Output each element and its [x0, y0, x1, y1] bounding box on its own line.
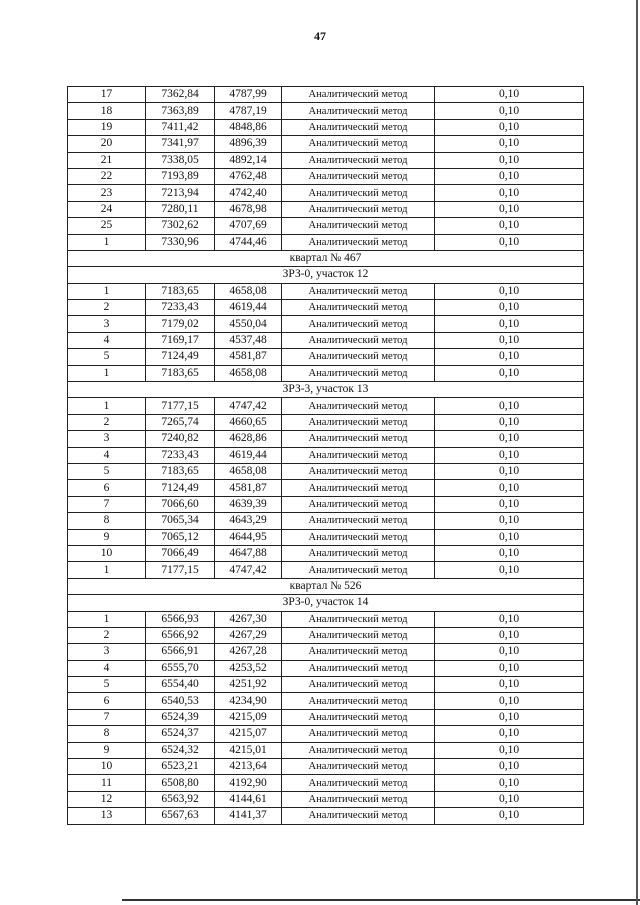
- method-cell: Аналитический метод: [282, 136, 435, 152]
- method-cell: Аналитический метод: [282, 218, 435, 234]
- x-coordinate-cell: 7240,82: [146, 431, 215, 447]
- method-cell: Аналитический метод: [282, 759, 435, 775]
- method-cell: Аналитический метод: [282, 791, 435, 807]
- precision-cell: 0,10: [435, 480, 584, 496]
- point-number-cell: 2: [68, 627, 146, 643]
- section-label: ЗРЗ-0, участок 12: [68, 267, 584, 283]
- y-coordinate-cell: 4537,48: [215, 332, 282, 348]
- method-cell: Аналитический метод: [282, 201, 435, 217]
- table-row: [68, 644, 584, 660]
- x-coordinate-cell: 7280,11: [146, 201, 215, 217]
- method-cell: Аналитический метод: [282, 283, 435, 299]
- method-cell: Аналитический метод: [282, 316, 435, 332]
- precision-cell: 0,10: [435, 808, 584, 824]
- y-coordinate-cell: 4619,44: [215, 300, 282, 316]
- method-cell: Аналитический метод: [282, 168, 435, 184]
- right-scan-edge: [636, 0, 638, 905]
- precision-cell: 0,10: [435, 529, 584, 545]
- method-cell: Аналитический метод: [282, 103, 435, 119]
- x-coordinate-cell: 6566,91: [146, 644, 215, 660]
- point-number-cell: 10: [68, 759, 146, 775]
- point-number-cell: 4: [68, 447, 146, 463]
- x-coordinate-cell: 7124,49: [146, 349, 215, 365]
- table-row: [68, 136, 584, 152]
- point-number-cell: 5: [68, 463, 146, 479]
- y-coordinate-cell: 4742,40: [215, 185, 282, 201]
- method-cell: Аналитический метод: [282, 775, 435, 791]
- table-row: [68, 218, 584, 234]
- table-row: [68, 87, 584, 103]
- x-coordinate-cell: 7065,12: [146, 529, 215, 545]
- x-coordinate-cell: 7213,94: [146, 185, 215, 201]
- method-cell: Аналитический метод: [282, 332, 435, 348]
- point-number-cell: 10: [68, 545, 146, 561]
- x-coordinate-cell: 6554,40: [146, 677, 215, 693]
- point-number-cell: 1: [68, 611, 146, 627]
- x-coordinate-cell: 6524,32: [146, 742, 215, 758]
- precision-cell: 0,10: [435, 283, 584, 299]
- y-coordinate-cell: 4658,08: [215, 463, 282, 479]
- x-coordinate-cell: 7330,96: [146, 234, 215, 250]
- table-row: [68, 562, 584, 578]
- x-coordinate-cell: 7169,17: [146, 332, 215, 348]
- table-row: [68, 234, 584, 250]
- x-coordinate-cell: 7183,65: [146, 283, 215, 299]
- y-coordinate-cell: 4215,01: [215, 742, 282, 758]
- point-number-cell: 2: [68, 414, 146, 430]
- table-row: [68, 611, 584, 627]
- point-number-cell: 13: [68, 808, 146, 824]
- table-row: [68, 496, 584, 512]
- point-number-cell: 4: [68, 660, 146, 676]
- x-coordinate-cell: 7124,49: [146, 480, 215, 496]
- x-coordinate-cell: 6540,53: [146, 693, 215, 709]
- table-row: [68, 300, 584, 316]
- point-number-cell: 22: [68, 168, 146, 184]
- x-coordinate-cell: 6555,70: [146, 660, 215, 676]
- precision-cell: 0,10: [435, 513, 584, 529]
- method-cell: Аналитический метод: [282, 545, 435, 561]
- point-number-cell: 12: [68, 791, 146, 807]
- table-row: [68, 431, 584, 447]
- point-number-cell: 5: [68, 677, 146, 693]
- x-coordinate-cell: 6566,92: [146, 627, 215, 643]
- section-header-row: [68, 250, 584, 266]
- y-coordinate-cell: 4581,87: [215, 480, 282, 496]
- precision-cell: 0,10: [435, 103, 584, 119]
- table-row: [68, 365, 584, 381]
- table-row: [68, 513, 584, 529]
- coordinates-table-body: [68, 87, 584, 825]
- x-coordinate-cell: 7338,05: [146, 152, 215, 168]
- table-row: [68, 398, 584, 414]
- coordinates-table: [67, 86, 584, 825]
- point-number-cell: 11: [68, 775, 146, 791]
- y-coordinate-cell: 4628,86: [215, 431, 282, 447]
- table-row: [68, 693, 584, 709]
- point-number-cell: 18: [68, 103, 146, 119]
- method-cell: Аналитический метод: [282, 414, 435, 430]
- precision-cell: 0,10: [435, 677, 584, 693]
- method-cell: Аналитический метод: [282, 234, 435, 250]
- y-coordinate-cell: 4213,64: [215, 759, 282, 775]
- y-coordinate-cell: 4141,37: [215, 808, 282, 824]
- method-cell: Аналитический метод: [282, 119, 435, 135]
- bottom-scan-edge: [122, 899, 640, 901]
- x-coordinate-cell: 7179,02: [146, 316, 215, 332]
- section-header-row: [68, 267, 584, 283]
- method-cell: Аналитический метод: [282, 709, 435, 725]
- precision-cell: 0,10: [435, 627, 584, 643]
- x-coordinate-cell: 7363,89: [146, 103, 215, 119]
- y-coordinate-cell: 4267,30: [215, 611, 282, 627]
- precision-cell: 0,10: [435, 136, 584, 152]
- method-cell: Аналитический метод: [282, 185, 435, 201]
- method-cell: Аналитический метод: [282, 693, 435, 709]
- table-row: [68, 414, 584, 430]
- y-coordinate-cell: 4251,92: [215, 677, 282, 693]
- y-coordinate-cell: 4658,08: [215, 365, 282, 381]
- x-coordinate-cell: 7233,43: [146, 447, 215, 463]
- x-coordinate-cell: 7177,15: [146, 562, 215, 578]
- y-coordinate-cell: 4660,65: [215, 414, 282, 430]
- precision-cell: 0,10: [435, 398, 584, 414]
- precision-cell: 0,10: [435, 759, 584, 775]
- precision-cell: 0,10: [435, 349, 584, 365]
- y-coordinate-cell: 4643,29: [215, 513, 282, 529]
- method-cell: Аналитический метод: [282, 431, 435, 447]
- table-row: [68, 660, 584, 676]
- method-cell: Аналитический метод: [282, 513, 435, 529]
- table-row: [68, 677, 584, 693]
- table-row: [68, 447, 584, 463]
- precision-cell: 0,10: [435, 693, 584, 709]
- precision-cell: 0,10: [435, 791, 584, 807]
- table-row: [68, 185, 584, 201]
- table-row: [68, 463, 584, 479]
- y-coordinate-cell: 4762,48: [215, 168, 282, 184]
- y-coordinate-cell: 4647,88: [215, 545, 282, 561]
- table-row: [68, 759, 584, 775]
- precision-cell: 0,10: [435, 775, 584, 791]
- point-number-cell: 2: [68, 300, 146, 316]
- precision-cell: 0,10: [435, 119, 584, 135]
- precision-cell: 0,10: [435, 332, 584, 348]
- table-row: [68, 201, 584, 217]
- table-row: [68, 316, 584, 332]
- table-row: [68, 709, 584, 725]
- y-coordinate-cell: 4744,46: [215, 234, 282, 250]
- point-number-cell: 7: [68, 709, 146, 725]
- x-coordinate-cell: 7065,34: [146, 513, 215, 529]
- method-cell: Аналитический метод: [282, 349, 435, 365]
- x-coordinate-cell: 6524,39: [146, 709, 215, 725]
- x-coordinate-cell: 7411,42: [146, 119, 215, 135]
- precision-cell: 0,10: [435, 644, 584, 660]
- precision-cell: 0,10: [435, 152, 584, 168]
- method-cell: Аналитический метод: [282, 644, 435, 660]
- precision-cell: 0,10: [435, 87, 584, 103]
- method-cell: Аналитический метод: [282, 365, 435, 381]
- precision-cell: 0,10: [435, 726, 584, 742]
- y-coordinate-cell: 4144,61: [215, 791, 282, 807]
- section-header-row: [68, 578, 584, 594]
- section-label: ЗРЗ-3, участок 13: [68, 382, 584, 398]
- point-number-cell: 24: [68, 201, 146, 217]
- point-number-cell: 6: [68, 480, 146, 496]
- table-row: [68, 349, 584, 365]
- precision-cell: 0,10: [435, 300, 584, 316]
- method-cell: Аналитический метод: [282, 529, 435, 545]
- section-label: квартал № 467: [68, 250, 584, 266]
- x-coordinate-cell: 7302,62: [146, 218, 215, 234]
- x-coordinate-cell: 6508,80: [146, 775, 215, 791]
- y-coordinate-cell: 4639,39: [215, 496, 282, 512]
- y-coordinate-cell: 4747,42: [215, 562, 282, 578]
- point-number-cell: 1: [68, 283, 146, 299]
- precision-cell: 0,10: [435, 496, 584, 512]
- y-coordinate-cell: 4896,39: [215, 136, 282, 152]
- x-coordinate-cell: 7183,65: [146, 365, 215, 381]
- point-number-cell: 3: [68, 316, 146, 332]
- y-coordinate-cell: 4707,69: [215, 218, 282, 234]
- y-coordinate-cell: 4253,52: [215, 660, 282, 676]
- method-cell: Аналитический метод: [282, 300, 435, 316]
- method-cell: Аналитический метод: [282, 496, 435, 512]
- method-cell: Аналитический метод: [282, 627, 435, 643]
- table-row: [68, 283, 584, 299]
- y-coordinate-cell: 4192,90: [215, 775, 282, 791]
- section-label: квартал № 526: [68, 578, 584, 594]
- y-coordinate-cell: 4787,19: [215, 103, 282, 119]
- point-number-cell: 20: [68, 136, 146, 152]
- precision-cell: 0,10: [435, 742, 584, 758]
- y-coordinate-cell: 4234,90: [215, 693, 282, 709]
- y-coordinate-cell: 4581,87: [215, 349, 282, 365]
- x-coordinate-cell: 6563,92: [146, 791, 215, 807]
- method-cell: Аналитический метод: [282, 152, 435, 168]
- y-coordinate-cell: 4787,99: [215, 87, 282, 103]
- page-number: 47: [314, 29, 326, 43]
- x-coordinate-cell: 7183,65: [146, 463, 215, 479]
- precision-cell: 0,10: [435, 168, 584, 184]
- precision-cell: 0,10: [435, 201, 584, 217]
- precision-cell: 0,10: [435, 234, 584, 250]
- section-label: ЗРЗ-0, участок 14: [68, 595, 584, 611]
- method-cell: Аналитический метод: [282, 660, 435, 676]
- point-number-cell: 8: [68, 726, 146, 742]
- table-row: [68, 152, 584, 168]
- precision-cell: 0,10: [435, 463, 584, 479]
- precision-cell: 0,10: [435, 218, 584, 234]
- precision-cell: 0,10: [435, 447, 584, 463]
- precision-cell: 0,10: [435, 611, 584, 627]
- method-cell: Аналитический метод: [282, 726, 435, 742]
- precision-cell: 0,10: [435, 660, 584, 676]
- precision-cell: 0,10: [435, 365, 584, 381]
- point-number-cell: 9: [68, 529, 146, 545]
- precision-cell: 0,10: [435, 316, 584, 332]
- y-coordinate-cell: 4658,08: [215, 283, 282, 299]
- point-number-cell: 1: [68, 365, 146, 381]
- method-cell: Аналитический метод: [282, 447, 435, 463]
- point-number-cell: 17: [68, 87, 146, 103]
- method-cell: Аналитический метод: [282, 742, 435, 758]
- table-row: [68, 168, 584, 184]
- x-coordinate-cell: 7066,49: [146, 545, 215, 561]
- table-row: [68, 545, 584, 561]
- y-coordinate-cell: 4848,86: [215, 119, 282, 135]
- point-number-cell: 3: [68, 644, 146, 660]
- precision-cell: 0,10: [435, 562, 584, 578]
- y-coordinate-cell: 4267,28: [215, 644, 282, 660]
- method-cell: Аналитический метод: [282, 677, 435, 693]
- method-cell: Аналитический метод: [282, 398, 435, 414]
- y-coordinate-cell: 4550,04: [215, 316, 282, 332]
- table-row: [68, 480, 584, 496]
- point-number-cell: 25: [68, 218, 146, 234]
- y-coordinate-cell: 4892,14: [215, 152, 282, 168]
- y-coordinate-cell: 4747,42: [215, 398, 282, 414]
- table-row: [68, 627, 584, 643]
- section-header-row: [68, 382, 584, 398]
- precision-cell: 0,10: [435, 185, 584, 201]
- y-coordinate-cell: 4644,95: [215, 529, 282, 545]
- method-cell: Аналитический метод: [282, 87, 435, 103]
- y-coordinate-cell: 4215,09: [215, 709, 282, 725]
- point-number-cell: 6: [68, 693, 146, 709]
- point-number-cell: 1: [68, 398, 146, 414]
- x-coordinate-cell: 7066,60: [146, 496, 215, 512]
- table-row: [68, 791, 584, 807]
- table-row: [68, 742, 584, 758]
- precision-cell: 0,10: [435, 709, 584, 725]
- y-coordinate-cell: 4619,44: [215, 447, 282, 463]
- x-coordinate-cell: 6567,63: [146, 808, 215, 824]
- precision-cell: 0,10: [435, 431, 584, 447]
- x-coordinate-cell: 7265,74: [146, 414, 215, 430]
- x-coordinate-cell: 7177,15: [146, 398, 215, 414]
- point-number-cell: 8: [68, 513, 146, 529]
- x-coordinate-cell: 6523,21: [146, 759, 215, 775]
- point-number-cell: 1: [68, 562, 146, 578]
- point-number-cell: 3: [68, 431, 146, 447]
- point-number-cell: 21: [68, 152, 146, 168]
- point-number-cell: 5: [68, 349, 146, 365]
- precision-cell: 0,10: [435, 545, 584, 561]
- method-cell: Аналитический метод: [282, 562, 435, 578]
- method-cell: Аналитический метод: [282, 463, 435, 479]
- table-row: [68, 119, 584, 135]
- section-header-row: [68, 595, 584, 611]
- table-row: [68, 726, 584, 742]
- table-row: [68, 808, 584, 824]
- method-cell: Аналитический метод: [282, 808, 435, 824]
- method-cell: Аналитический метод: [282, 611, 435, 627]
- table-row: [68, 332, 584, 348]
- point-number-cell: 19: [68, 119, 146, 135]
- point-number-cell: 9: [68, 742, 146, 758]
- point-number-cell: 1: [68, 234, 146, 250]
- x-coordinate-cell: 7341,97: [146, 136, 215, 152]
- point-number-cell: 4: [68, 332, 146, 348]
- point-number-cell: 23: [68, 185, 146, 201]
- table-row: [68, 529, 584, 545]
- y-coordinate-cell: 4215,07: [215, 726, 282, 742]
- method-cell: Аналитический метод: [282, 480, 435, 496]
- y-coordinate-cell: 4678,98: [215, 201, 282, 217]
- x-coordinate-cell: 7193,89: [146, 168, 215, 184]
- table-row: [68, 103, 584, 119]
- x-coordinate-cell: 6524,37: [146, 726, 215, 742]
- x-coordinate-cell: 6566,93: [146, 611, 215, 627]
- y-coordinate-cell: 4267,29: [215, 627, 282, 643]
- x-coordinate-cell: 7233,43: [146, 300, 215, 316]
- table-row: [68, 775, 584, 791]
- precision-cell: 0,10: [435, 414, 584, 430]
- point-number-cell: 7: [68, 496, 146, 512]
- x-coordinate-cell: 7362,84: [146, 87, 215, 103]
